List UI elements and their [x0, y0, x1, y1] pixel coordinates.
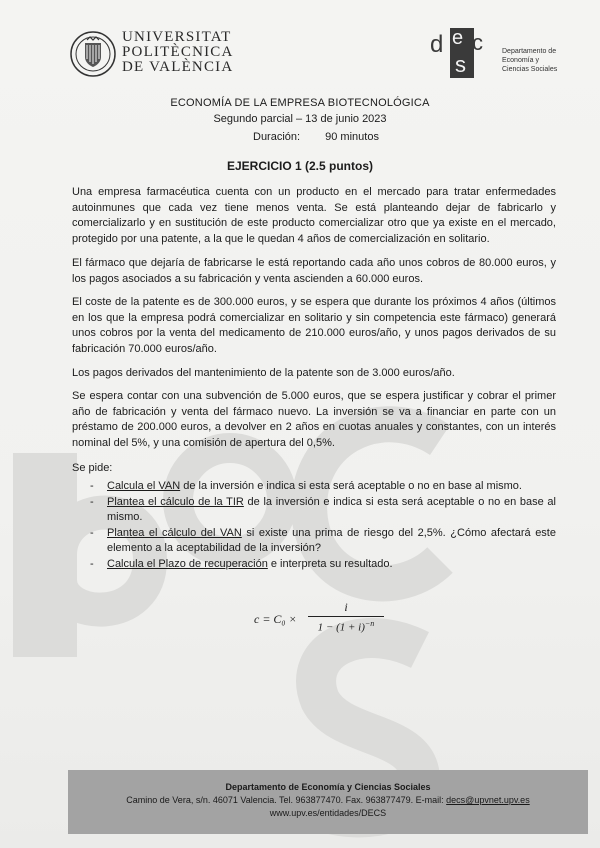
formula-denominator [308, 619, 384, 634]
upv-logo [70, 27, 234, 85]
task-4-underlined: Calcula el Plazo de recuperación [107, 557, 268, 570]
upv-line-1: UNIVERSITAT [122, 29, 232, 45]
upv-line-2: POLITÈCNICA [122, 44, 234, 60]
upv-name [122, 30, 234, 75]
paragraph-intro: Una empresa farmacéutica cuenta con un producto en el mercado para tratar enfermedades autoinmunes que cada vez tiene menos venta. Se está planteando dejar de fabricarlo y comercializarlo y en sustitución de este producto comercializar otro que ya existe en el mercado, protegido por una patente, a la que le quedan 4 años de comercialización en solitario. [72, 186, 556, 245]
upv-seal-icon [70, 29, 116, 79]
department-name [502, 47, 592, 74]
course-title: ECONOMÍA DE LA EMPRESA BIOTECNOLÓGICA [170, 97, 430, 109]
paragraph-current-drug: El fármaco que dejaría de fabricarse le está reportando cada año unos cobros de 80.000 euros, y los pagos asociados a su fabricación y venta ascienden a 60.000 euros. [72, 257, 556, 285]
svg-text:d: d [430, 31, 444, 58]
denominator-exponent: −n [364, 619, 375, 628]
exam-duration [253, 131, 379, 143]
duration-label: Duración: [253, 131, 301, 143]
svg-text:e: e [452, 27, 464, 49]
task-3-rest: si existe una prima de riesgo del 2,5%. ¿Cómo afectará este elemento a la aceptabilidad de la inversión? [107, 526, 556, 554]
department-line-1: Departamento de [502, 48, 557, 55]
exam-session: Segundo parcial – 13 de junio 2023 [213, 113, 387, 125]
task-2-underlined: Plantea el cálculo de la TIR [107, 495, 244, 508]
task-1-underlined: Calcula el VAN [107, 480, 181, 492]
formula-numerator: i [344, 600, 348, 614]
department-line-2: Economía y [502, 57, 539, 64]
fraction-bar [308, 616, 384, 617]
paragraph-financing: Se espera contar con una subvención de 5.000 euros, que se espera justificar y cobrar el primer año de fabricación y venta del fármaco nuevo. La inversión se va a financiar en parte con un préstamo de 200.000 euros, a devolver en 2 años en cuotas anuales y constantes, con un interés nominal del 5%, y una comisión de apertura del 0,5%. [72, 390, 556, 449]
task-1-rest: de la inversión e indica si esta será aceptable o no en base al mismo. [180, 480, 522, 492]
task-list [90, 479, 556, 572]
list-item [90, 495, 556, 526]
task-3-underlined: Plantea el cálculo del VAN [107, 526, 242, 539]
page-footer [68, 770, 588, 834]
annuity-formula [254, 600, 394, 640]
list-item [90, 557, 556, 573]
footer-website-link[interactable]: www.upv.es/entidades/DECS [269, 808, 387, 818]
department-line-3: Ciencias Sociales [502, 66, 558, 73]
paragraph-se-pide: Se pide: [72, 462, 113, 474]
exercise-title: EJERCICIO 1 (2.5 puntos) [226, 159, 374, 173]
footer-address-text: Camino de Vera, s/n. 46071 Valencia. Tel. 963877470. Fax. 963877479. E-mail: [126, 795, 447, 805]
denominator-base: 1 − (1 + i) [317, 621, 365, 634]
paragraph-maintenance: Los pagos derivados del mantenimiento de la patente son de 3.000 euros/año. [72, 367, 455, 379]
paragraph-patent: El coste de la patente es de 300.000 euros, y se espera que durante los próximos 4 años (últimos en los que la empresa podrá comercializar en solitario y sin competencia este fármaco) generará unos cobros por la venta del medicamento de 210.000 euros/año, y unos pagos derivados de su fabricación 70.000 euros/año. [72, 296, 556, 355]
list-item [90, 479, 556, 495]
formula-left: c = C₀ × [254, 612, 297, 626]
footer-department: Departamento de Economía y Ciencias Sociales [225, 782, 431, 792]
footer-address [68, 795, 588, 805]
list-item [90, 526, 556, 557]
duration-value: 90 minutos [325, 131, 379, 143]
decs-logo [428, 22, 496, 82]
formula-fraction [308, 600, 384, 634]
svg-text:s: s [455, 52, 466, 77]
svg-text:c: c [472, 30, 483, 55]
upv-line-3: DE VALÈNCIA [122, 59, 234, 75]
footer-email-link[interactable]: decs@upvnet.upv.es [446, 795, 530, 805]
task-4-rest: e interpreta su resultado. [267, 557, 393, 570]
task-2-rest: de la inversión e indica si esta será aceptable o no en base al mismo. [107, 495, 556, 523]
